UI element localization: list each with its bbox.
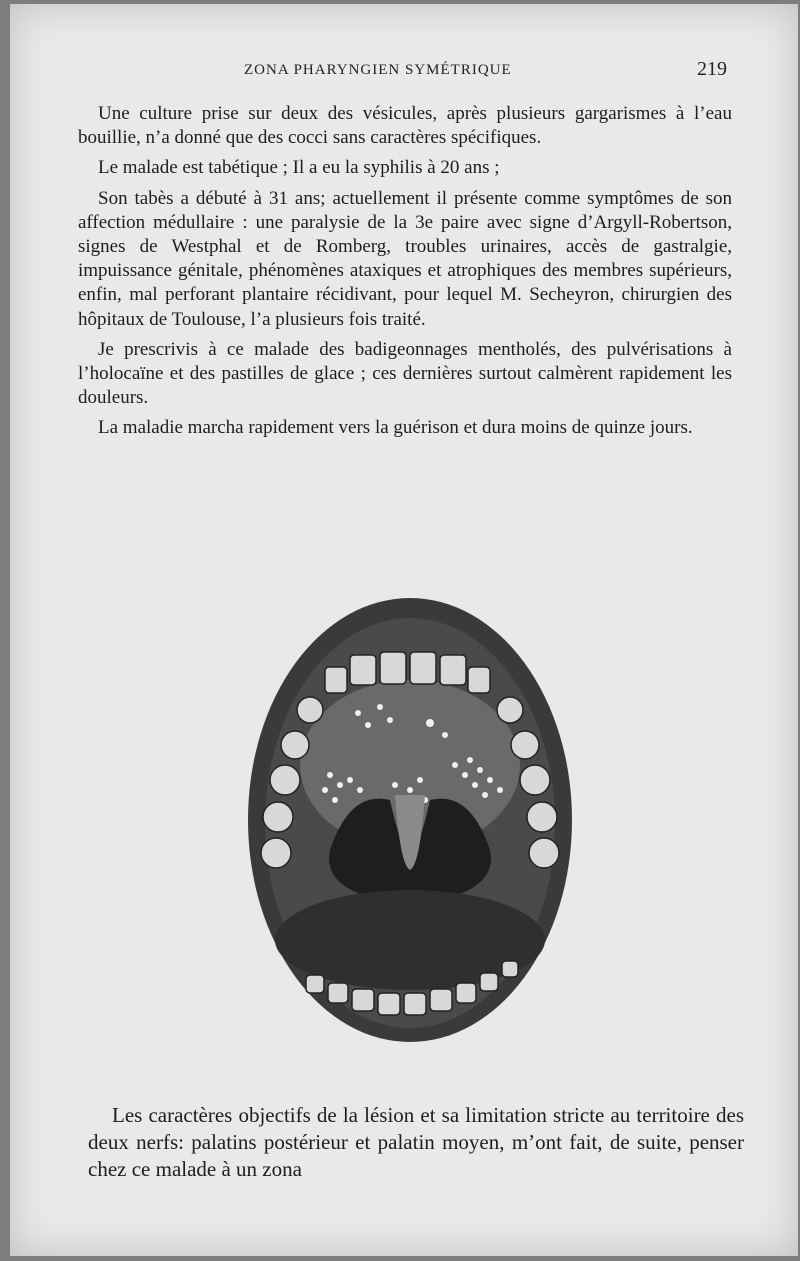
body-text (78, 102, 732, 447)
page-number: 219 (697, 58, 727, 80)
page-header (0, 60, 800, 84)
paragraph: Le malade est tabétique ; Il a eu la syphilis à 20 ans ; (98, 157, 500, 179)
paragraph: Son tabès a débuté à 31 ans; actuellement il présente comme symptômes de son affection médullaire : une paralysie de la 3e paire avec signe d’Argyll-Robertson, signes de Westphal et de Romberg, troubles urinaires, accès de gastralgie, impuissance génitale, phénomènes ataxiques et atrophiques des membres supérieurs, enfin, mal perforant plantaire récidivant, pour lequel M. Secheyron, chirurgien des hôpitaux de Toulouse, l’a plusieurs fois traité. (78, 187, 732, 330)
running-title: ZONA PHARYNGIEN SYMÉTRIQUE (244, 62, 512, 78)
mouth-drawing (240, 595, 580, 1075)
paragraph: Une culture prise sur deux des vésicules, après plusieurs gargarismes à l’eau bouillie, n’a donné que des cocci sans caractères spécifiques. (78, 103, 732, 149)
paragraph: Les caractères objectifs de la lésion et sa limitation stricte au territoire des deux nerfs: palatins postérieur et palatin moyen, m’ont fait, de suite, penser chez ce malade à un zona (88, 1103, 744, 1181)
paragraph: La maladie marcha rapidement vers la guérison et dura moins de quinze jours. (98, 417, 693, 439)
mouth-illustration (240, 595, 580, 1075)
bottom-text (88, 1102, 744, 1183)
paragraph: Je prescrivis à ce malade des badigeonnages mentholés, des pulvérisations à l’holocaïne et des pastilles de glace ; ces dernières surtout calmèrent rapidement les douleurs. (78, 338, 732, 409)
